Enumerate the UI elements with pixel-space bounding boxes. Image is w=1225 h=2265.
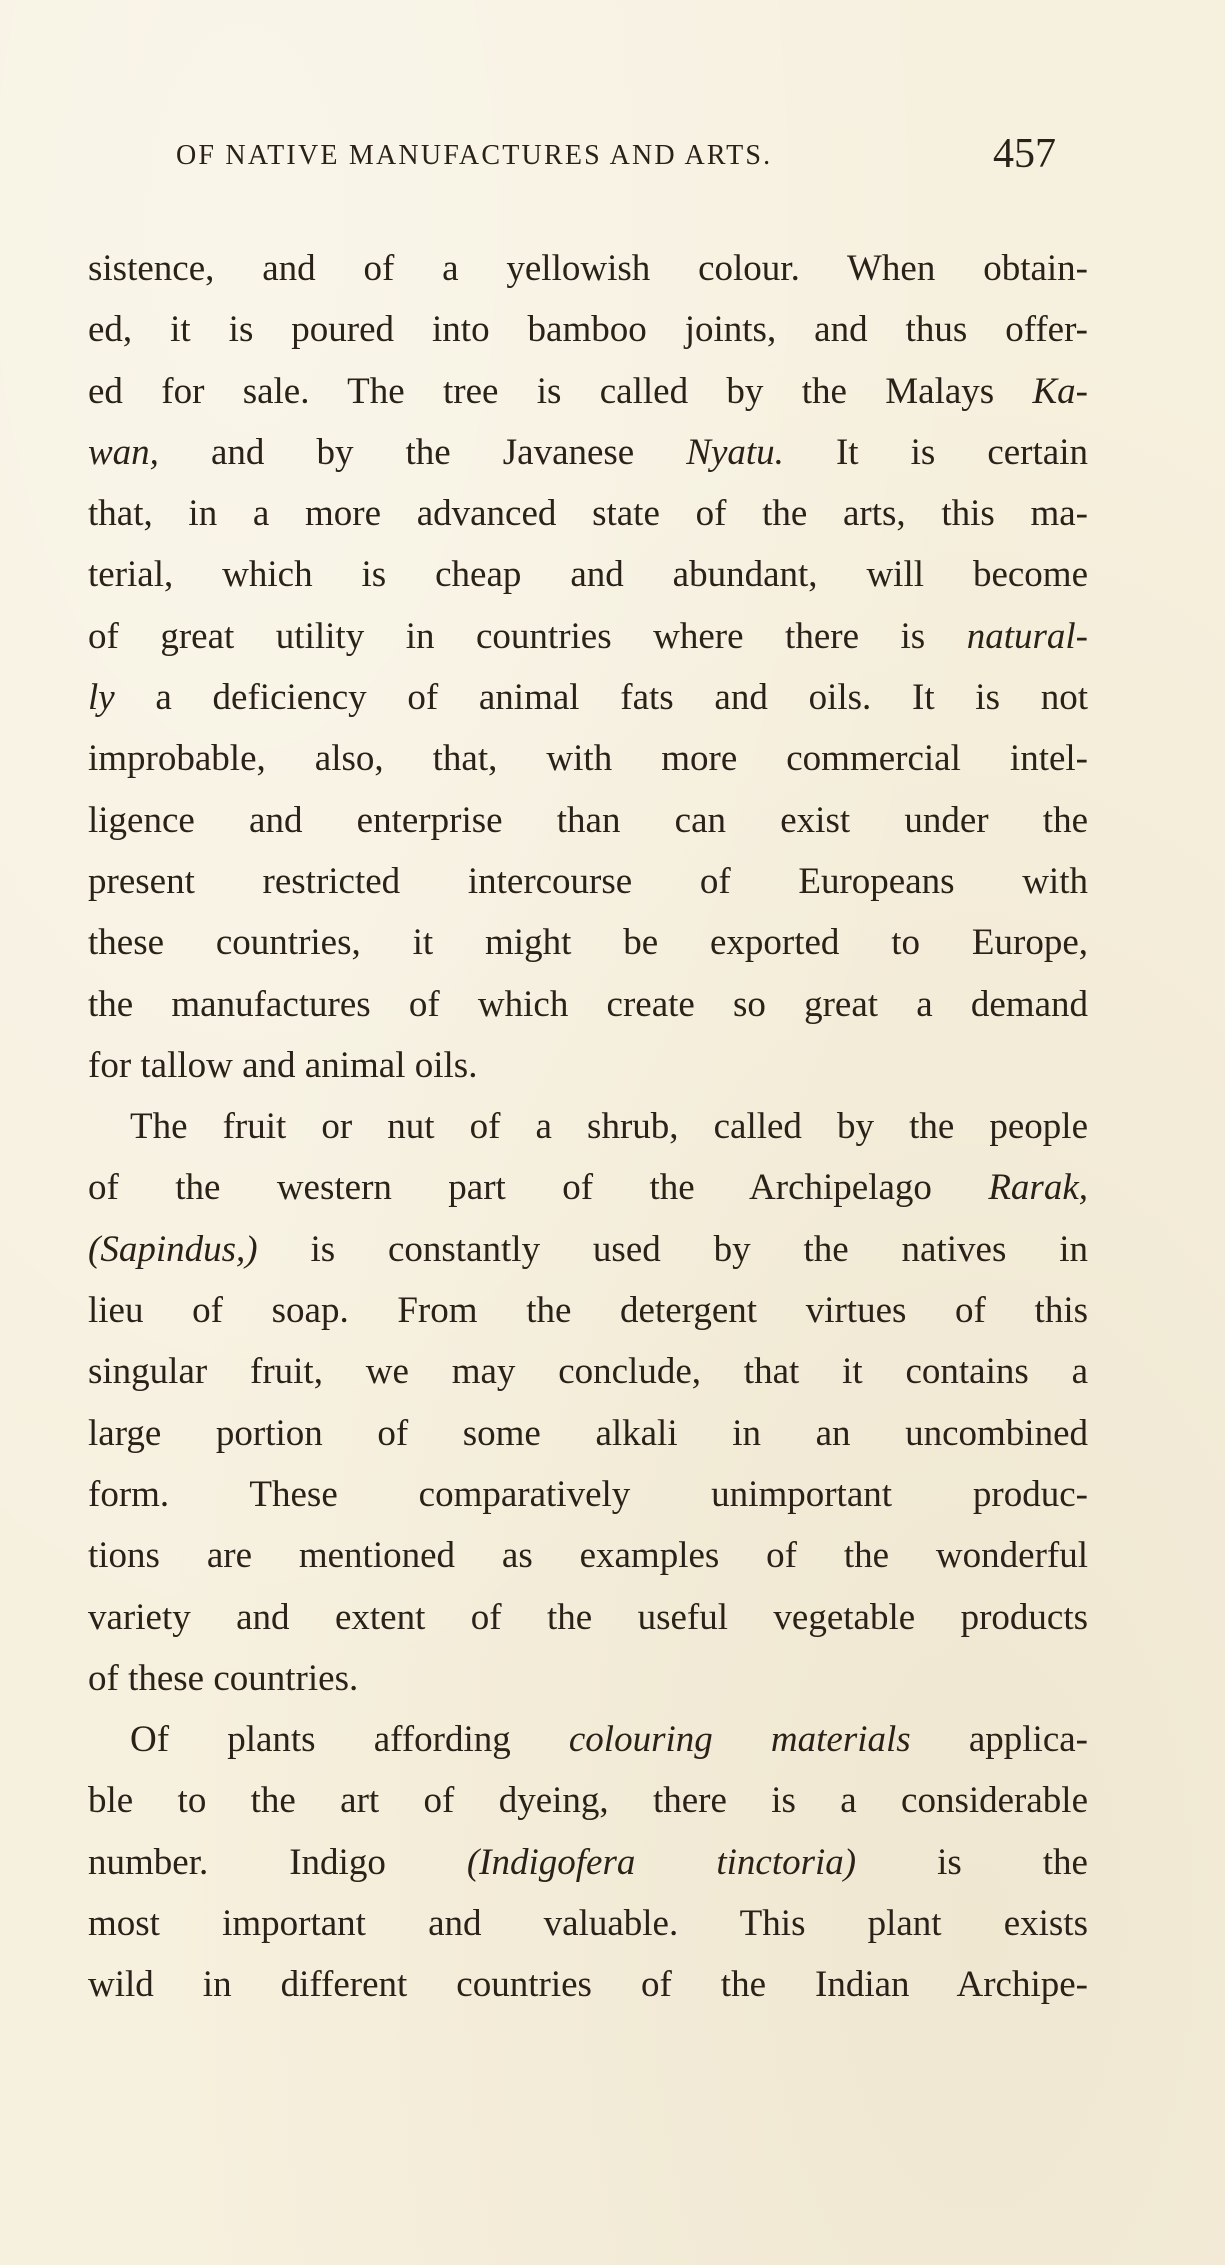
text-line [88,422,1088,483]
text-line [88,1096,1088,1157]
text-segment: the manufactures of which create so great a demand [88,983,1088,1025]
text-segment: a deficiency of animal fats and oils. It is not [114,677,1088,719]
text-segment: most important and valuable. This plant exists [88,1903,1088,1945]
italic-text: Ka- [1032,370,1088,412]
text-line [88,728,1088,789]
text-segment: ed, it is poured into bamboo joints, and thus offer- [88,309,1088,351]
italic-text: natural- [966,615,1088,657]
text-segment: ble to the art of dyeing, there is a considerable [88,1780,1088,1822]
text-segment: is constantly used by the natives in [257,1228,1088,1270]
text-segment: applica- [910,1719,1088,1761]
text-segment: of great utility in countries where there is [88,615,967,657]
text-line [88,1464,1088,1525]
text-line [88,1341,1088,1402]
text-line [88,1157,1088,1218]
text-line [88,1525,1088,1586]
text-line [88,361,1088,422]
text-segment: ed for sale. The tree is called by the Malays [88,370,1033,412]
text-segment: that, in a more advanced state of the arts, this ma- [88,493,1088,535]
running-head [0,130,1225,190]
text-segment: sistence, and of a yellowish colour. When obtain- [88,248,1088,289]
italic-text: wan, [88,431,159,473]
text-line [88,974,1088,1035]
page-number: 457 [993,131,1056,177]
text-line [88,483,1088,544]
text-segment: variety and extent of the useful vegetable products [88,1596,1088,1638]
text-line [88,606,1088,667]
text-line [88,1035,1088,1096]
italic-text: ly [88,677,115,719]
text-line [88,667,1088,728]
body-text [88,238,1088,2016]
text-segment: number. Indigo [88,1841,467,1883]
text-segment: Of plants affording [130,1719,569,1761]
italic-text: Nyatu. [686,431,784,473]
text-line [88,1648,1088,1709]
text-segment: ligence and enterprise than can exist under the [88,799,1088,841]
italic-text: (Sapindus,) [88,1228,258,1270]
text-segment: form. These comparatively unimportant produc- [88,1473,1088,1515]
text-segment: It is certain [783,431,1088,473]
text-segment: large portion of some alkali in an uncombined [88,1412,1088,1454]
text-segment: these countries, it might be exported to Europe, [88,922,1088,964]
text-line [88,1954,1088,2015]
italic-text: colouring materials [568,1719,911,1761]
text-segment: The fruit or nut of a shrub, called by the people [130,1106,1088,1148]
text-segment: and by the Javanese [158,431,687,473]
text-segment: terial, which is cheap and abundant, will become [88,554,1088,596]
text-segment: is the [856,1841,1088,1883]
text-segment: tions are mentioned as examples of the wonderful [88,1535,1088,1577]
italic-text: Rarak, [988,1167,1088,1209]
text-line [88,1280,1088,1341]
text-segment: singular fruit, we may conclude, that it contains a [88,1351,1088,1393]
text-segment: of these countries. [88,1657,359,1699]
text-segment: present restricted intercourse of Europeans with [88,860,1088,902]
text-segment: for tallow and animal oils. [88,1044,478,1086]
text-line [88,790,1088,851]
text-line [88,1832,1088,1893]
text-line [88,238,1088,299]
text-line [88,1219,1088,1280]
text-segment: wild in different countries of the Indian Archipe- [88,1964,1088,2006]
text-line [88,1403,1088,1464]
text-line [88,851,1088,912]
text-segment: improbable, also, that, with more commercial intel- [88,738,1088,780]
text-line [88,1893,1088,1954]
italic-text: (Indigofera tinctoria) [466,1841,857,1883]
text-line [88,299,1088,360]
text-line [88,912,1088,973]
text-line [88,1770,1088,1831]
text-line [88,1709,1088,1770]
text-segment: of the western part of the Archipelago [88,1167,989,1209]
running-title: OF NATIVE MANUFACTURES AND ARTS. [176,140,773,171]
text-line [88,1587,1088,1648]
text-line [88,544,1088,605]
text-segment: lieu of soap. From the detergent virtues of this [88,1290,1088,1332]
